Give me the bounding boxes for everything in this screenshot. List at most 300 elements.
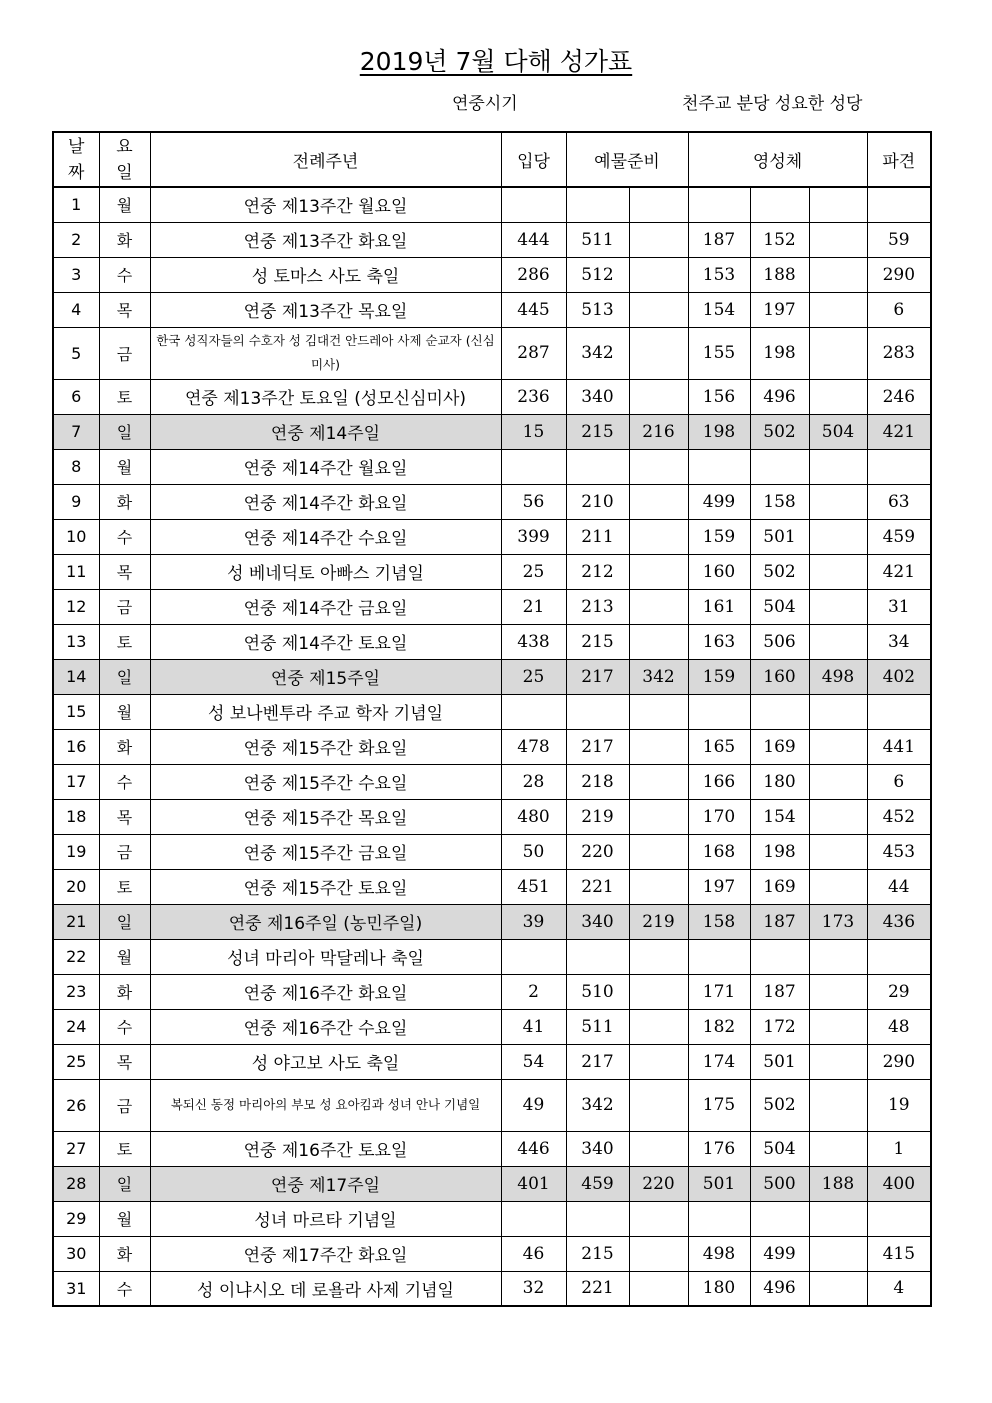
offertory-1-cell <box>566 939 629 974</box>
entrance-cell: 438 <box>501 624 566 659</box>
entrance-cell: 451 <box>501 869 566 904</box>
offertory-1-cell: 215 <box>566 624 629 659</box>
day-cell: 4 <box>53 292 99 327</box>
feast-cell: 연중 제14주간 수요일 <box>150 519 501 554</box>
offertory-1-cell: 510 <box>566 974 629 1009</box>
offertory-1-cell: 342 <box>566 327 629 379</box>
communion-2-cell: 504 <box>750 1131 809 1166</box>
communion-3-cell <box>809 729 867 764</box>
communion-1-cell: 168 <box>688 834 750 869</box>
table-row <box>53 904 931 939</box>
table-row <box>53 834 931 869</box>
offertory-2-cell <box>629 1009 688 1044</box>
communion-3-cell <box>809 1131 867 1166</box>
feast-cell: 연중 제16주간 수요일 <box>150 1009 501 1044</box>
feast-cell: 연중 제14주간 금요일 <box>150 589 501 624</box>
entrance-cell: 236 <box>501 379 566 414</box>
table-row <box>53 1131 931 1166</box>
feast-cell: 연중 제14주간 월요일 <box>150 449 501 484</box>
weekday-cell: 목 <box>99 554 150 589</box>
communion-2-cell: 496 <box>750 1271 809 1306</box>
entrance-cell <box>501 449 566 484</box>
day-cell: 12 <box>53 589 99 624</box>
communion-1-cell: 174 <box>688 1044 750 1079</box>
weekday-cell: 화 <box>99 1236 150 1271</box>
recessional-cell: 421 <box>867 414 931 449</box>
communion-2-cell: 197 <box>750 292 809 327</box>
weekday-cell: 토 <box>99 624 150 659</box>
weekday-cell: 화 <box>99 729 150 764</box>
feast-cell: 연중 제15주간 목요일 <box>150 799 501 834</box>
offertory-1-cell: 340 <box>566 379 629 414</box>
offertory-2-cell <box>629 939 688 974</box>
feast-cell: 연중 제13주간 월요일 <box>150 187 501 222</box>
communion-3-cell <box>809 222 867 257</box>
day-cell: 16 <box>53 729 99 764</box>
communion-1-cell <box>688 1201 750 1236</box>
entrance-cell: 478 <box>501 729 566 764</box>
table-row <box>53 257 931 292</box>
communion-2-cell: 198 <box>750 327 809 379</box>
entrance-cell: 50 <box>501 834 566 869</box>
communion-2-cell: 499 <box>750 1236 809 1271</box>
feast-cell: 복되신 동정 마리아의 부모 성 요아킴과 성녀 안나 기념일 <box>150 1079 501 1131</box>
communion-2-cell <box>750 449 809 484</box>
communion-3-cell: 504 <box>809 414 867 449</box>
day-cell: 2 <box>53 222 99 257</box>
entrance-cell: 32 <box>501 1271 566 1306</box>
offertory-2-cell <box>629 519 688 554</box>
entrance-cell: 25 <box>501 554 566 589</box>
feast-cell: 성 보나벤투라 주교 학자 기념일 <box>150 694 501 729</box>
feast-cell: 연중 제15주일 <box>150 659 501 694</box>
communion-1-cell <box>688 449 750 484</box>
recessional-cell <box>867 1201 931 1236</box>
recessional-cell: 459 <box>867 519 931 554</box>
communion-1-cell: 160 <box>688 554 750 589</box>
recessional-cell <box>867 187 931 222</box>
offertory-1-cell: 212 <box>566 554 629 589</box>
offertory-1-cell <box>566 694 629 729</box>
entrance-cell <box>501 187 566 222</box>
day-cell: 1 <box>53 187 99 222</box>
recessional-cell: 6 <box>867 292 931 327</box>
offertory-2-cell <box>629 292 688 327</box>
feast-cell: 성 야고보 사도 축일 <box>150 1044 501 1079</box>
header-offertory: 예물준비 <box>566 132 688 187</box>
offertory-2-cell <box>629 1236 688 1271</box>
table-row <box>53 939 931 974</box>
entrance-cell: 444 <box>501 222 566 257</box>
weekday-cell: 일 <box>99 414 150 449</box>
recessional-cell: 6 <box>867 764 931 799</box>
communion-2-cell: 501 <box>750 519 809 554</box>
offertory-1-cell: 210 <box>566 484 629 519</box>
weekday-cell: 화 <box>99 484 150 519</box>
recessional-cell: 59 <box>867 222 931 257</box>
feast-cell: 연중 제13주간 목요일 <box>150 292 501 327</box>
offertory-2-cell <box>629 624 688 659</box>
communion-2-cell: 169 <box>750 869 809 904</box>
table-row <box>53 624 931 659</box>
offertory-1-cell: 215 <box>566 414 629 449</box>
communion-2-cell: 158 <box>750 484 809 519</box>
table-row <box>53 1079 931 1131</box>
weekday-cell: 금 <box>99 589 150 624</box>
communion-3-cell <box>809 589 867 624</box>
feast-cell: 연중 제17주일 <box>150 1166 501 1201</box>
communion-2-cell: 496 <box>750 379 809 414</box>
recessional-cell: 29 <box>867 974 931 1009</box>
header-feast: 전례주년 <box>150 132 501 187</box>
entrance-cell: 2 <box>501 974 566 1009</box>
communion-3-cell <box>809 1271 867 1306</box>
entrance-cell: 15 <box>501 414 566 449</box>
day-cell: 9 <box>53 484 99 519</box>
recessional-cell: 400 <box>867 1166 931 1201</box>
offertory-2-cell <box>629 1271 688 1306</box>
weekday-cell: 금 <box>99 327 150 379</box>
offertory-2-cell: 219 <box>629 904 688 939</box>
weekday-cell: 금 <box>99 1079 150 1131</box>
communion-3-cell <box>809 187 867 222</box>
communion-3-cell <box>809 764 867 799</box>
entrance-cell: 56 <box>501 484 566 519</box>
communion-1-cell: 171 <box>688 974 750 1009</box>
table-row <box>53 1009 931 1044</box>
entrance-cell: 28 <box>501 764 566 799</box>
feast-cell: 연중 제14주간 토요일 <box>150 624 501 659</box>
offertory-2-cell <box>629 869 688 904</box>
day-cell: 21 <box>53 904 99 939</box>
communion-2-cell: 187 <box>750 974 809 1009</box>
recessional-cell: 44 <box>867 869 931 904</box>
weekday-cell: 목 <box>99 1044 150 1079</box>
communion-2-cell: 180 <box>750 764 809 799</box>
offertory-1-cell <box>566 1201 629 1236</box>
communion-1-cell: 153 <box>688 257 750 292</box>
feast-cell: 연중 제16주간 토요일 <box>150 1131 501 1166</box>
communion-1-cell: 182 <box>688 1009 750 1044</box>
communion-3-cell <box>809 449 867 484</box>
recessional-cell: 1 <box>867 1131 931 1166</box>
day-cell: 25 <box>53 1044 99 1079</box>
communion-2-cell <box>750 187 809 222</box>
recessional-cell: 290 <box>867 257 931 292</box>
communion-3-cell <box>809 869 867 904</box>
parish-name: 천주교 분당 성요한 성당 <box>682 94 863 114</box>
table-body <box>53 187 931 1306</box>
table-row <box>53 1236 931 1271</box>
offertory-1-cell: 511 <box>566 222 629 257</box>
table-row <box>53 1201 931 1236</box>
feast-cell: 연중 제15주간 화요일 <box>150 729 501 764</box>
day-cell: 18 <box>53 799 99 834</box>
table-row <box>53 187 931 222</box>
day-cell: 14 <box>53 659 99 694</box>
weekday-cell: 토 <box>99 1131 150 1166</box>
offertory-2-cell <box>629 799 688 834</box>
communion-1-cell: 159 <box>688 659 750 694</box>
communion-1-cell <box>688 694 750 729</box>
day-cell: 26 <box>53 1079 99 1131</box>
weekday-cell: 목 <box>99 292 150 327</box>
feast-cell: 성 베네딕토 아빠스 기념일 <box>150 554 501 589</box>
header-weekday: 요 일 <box>99 132 150 187</box>
offertory-1-cell: 513 <box>566 292 629 327</box>
liturgical-season: 연중시기 <box>452 94 518 114</box>
offertory-1-cell: 221 <box>566 869 629 904</box>
entrance-cell: 287 <box>501 327 566 379</box>
recessional-cell <box>867 939 931 974</box>
table-row <box>53 414 931 449</box>
feast-cell: 연중 제15주간 토요일 <box>150 869 501 904</box>
communion-1-cell: 198 <box>688 414 750 449</box>
communion-1-cell: 155 <box>688 327 750 379</box>
feast-cell: 연중 제15주간 금요일 <box>150 834 501 869</box>
communion-1-cell: 158 <box>688 904 750 939</box>
recessional-cell: 441 <box>867 729 931 764</box>
offertory-2-cell <box>629 694 688 729</box>
communion-2-cell: 504 <box>750 589 809 624</box>
day-cell: 5 <box>53 327 99 379</box>
offertory-1-cell <box>566 187 629 222</box>
communion-1-cell <box>688 939 750 974</box>
recessional-cell: 48 <box>867 1009 931 1044</box>
entrance-cell: 49 <box>501 1079 566 1131</box>
offertory-1-cell: 215 <box>566 1236 629 1271</box>
day-cell: 3 <box>53 257 99 292</box>
entrance-cell: 401 <box>501 1166 566 1201</box>
feast-cell: 성 토마스 사도 축일 <box>150 257 501 292</box>
offertory-1-cell: 217 <box>566 1044 629 1079</box>
table-row <box>53 764 931 799</box>
feast-cell: 연중 제13주간 화요일 <box>150 222 501 257</box>
entrance-cell: 41 <box>501 1009 566 1044</box>
offertory-2-cell <box>629 1079 688 1131</box>
weekday-cell: 일 <box>99 904 150 939</box>
feast-cell: 한국 성직자들의 수호자 성 김대건 안드레아 사제 순교자 (신심 미사) <box>150 327 501 379</box>
offertory-2-cell <box>629 257 688 292</box>
feast-cell: 연중 제14주일 <box>150 414 501 449</box>
communion-3-cell <box>809 1044 867 1079</box>
communion-3-cell <box>809 257 867 292</box>
offertory-2-cell: 220 <box>629 1166 688 1201</box>
table-row <box>53 222 931 257</box>
feast-cell: 연중 제15주간 수요일 <box>150 764 501 799</box>
communion-2-cell: 154 <box>750 799 809 834</box>
communion-2-cell: 169 <box>750 729 809 764</box>
recessional-cell: 283 <box>867 327 931 379</box>
hymn-table <box>52 131 932 1307</box>
weekday-cell: 수 <box>99 1271 150 1306</box>
feast-cell: 연중 제17주간 화요일 <box>150 1236 501 1271</box>
offertory-1-cell: 211 <box>566 519 629 554</box>
offertory-2-cell <box>629 449 688 484</box>
communion-3-cell: 173 <box>809 904 867 939</box>
table-row <box>53 484 931 519</box>
offertory-1-cell: 221 <box>566 1271 629 1306</box>
weekday-cell: 수 <box>99 764 150 799</box>
offertory-2-cell <box>629 379 688 414</box>
day-cell: 8 <box>53 449 99 484</box>
communion-2-cell <box>750 694 809 729</box>
communion-3-cell: 498 <box>809 659 867 694</box>
communion-3-cell <box>809 939 867 974</box>
table-row <box>53 694 931 729</box>
weekday-cell: 수 <box>99 519 150 554</box>
communion-2-cell: 172 <box>750 1009 809 1044</box>
communion-1-cell: 176 <box>688 1131 750 1166</box>
offertory-2-cell <box>629 729 688 764</box>
offertory-1-cell: 213 <box>566 589 629 624</box>
communion-3-cell <box>809 694 867 729</box>
communion-1-cell: 170 <box>688 799 750 834</box>
offertory-2-cell <box>629 589 688 624</box>
day-cell: 30 <box>53 1236 99 1271</box>
recessional-cell: 4 <box>867 1271 931 1306</box>
communion-1-cell: 156 <box>688 379 750 414</box>
offertory-2-cell <box>629 484 688 519</box>
communion-3-cell <box>809 1009 867 1044</box>
communion-3-cell <box>809 1236 867 1271</box>
feast-cell: 연중 제13주간 토요일 (성모신심미사) <box>150 379 501 414</box>
table-row <box>53 379 931 414</box>
communion-1-cell: 197 <box>688 869 750 904</box>
communion-3-cell <box>809 379 867 414</box>
communion-1-cell: 498 <box>688 1236 750 1271</box>
entrance-cell: 399 <box>501 519 566 554</box>
entrance-cell: 46 <box>501 1236 566 1271</box>
entrance-cell: 445 <box>501 292 566 327</box>
offertory-1-cell: 459 <box>566 1166 629 1201</box>
communion-2-cell: 502 <box>750 554 809 589</box>
entrance-cell: 39 <box>501 904 566 939</box>
recessional-cell <box>867 449 931 484</box>
table-row <box>53 1271 931 1306</box>
recessional-cell: 31 <box>867 589 931 624</box>
offertory-2-cell <box>629 764 688 799</box>
communion-3-cell <box>809 834 867 869</box>
table-row <box>53 589 931 624</box>
day-cell: 27 <box>53 1131 99 1166</box>
offertory-1-cell: 218 <box>566 764 629 799</box>
offertory-2-cell <box>629 974 688 1009</box>
offertory-1-cell: 512 <box>566 257 629 292</box>
table-row <box>53 292 931 327</box>
communion-2-cell: 502 <box>750 1079 809 1131</box>
communion-1-cell: 165 <box>688 729 750 764</box>
offertory-1-cell: 342 <box>566 1079 629 1131</box>
offertory-1-cell: 340 <box>566 904 629 939</box>
communion-2-cell: 152 <box>750 222 809 257</box>
communion-2-cell: 198 <box>750 834 809 869</box>
feast-cell: 성녀 마리아 막달레나 축일 <box>150 939 501 974</box>
weekday-cell: 토 <box>99 869 150 904</box>
entrance-cell: 480 <box>501 799 566 834</box>
communion-2-cell: 500 <box>750 1166 809 1201</box>
table-row <box>53 729 931 764</box>
communion-3-cell <box>809 519 867 554</box>
feast-cell: 성 이냐시오 데 로욜라 사제 기념일 <box>150 1271 501 1306</box>
communion-1-cell: 159 <box>688 519 750 554</box>
communion-1-cell: 161 <box>688 589 750 624</box>
offertory-2-cell <box>629 1044 688 1079</box>
table-row <box>53 1044 931 1079</box>
weekday-cell: 월 <box>99 187 150 222</box>
page-title: 2019년 7월 다해 성가표 <box>359 47 633 76</box>
communion-1-cell: 166 <box>688 764 750 799</box>
communion-2-cell: 501 <box>750 1044 809 1079</box>
weekday-cell: 일 <box>99 1166 150 1201</box>
communion-2-cell: 506 <box>750 624 809 659</box>
communion-3-cell <box>809 292 867 327</box>
offertory-2-cell: 342 <box>629 659 688 694</box>
day-cell: 31 <box>53 1271 99 1306</box>
communion-1-cell: 187 <box>688 222 750 257</box>
table-row <box>53 1166 931 1201</box>
communion-3-cell: 188 <box>809 1166 867 1201</box>
day-cell: 29 <box>53 1201 99 1236</box>
table-row <box>53 327 931 379</box>
communion-3-cell <box>809 484 867 519</box>
feast-cell: 연중 제16주일 (농민주일) <box>150 904 501 939</box>
offertory-2-cell <box>629 554 688 589</box>
communion-3-cell <box>809 1201 867 1236</box>
table-row <box>53 659 931 694</box>
weekday-cell: 월 <box>99 694 150 729</box>
day-cell: 28 <box>53 1166 99 1201</box>
weekday-cell: 월 <box>99 449 150 484</box>
entrance-cell: 21 <box>501 589 566 624</box>
table-row <box>53 974 931 1009</box>
offertory-1-cell: 511 <box>566 1009 629 1044</box>
communion-3-cell <box>809 327 867 379</box>
offertory-1-cell: 340 <box>566 1131 629 1166</box>
communion-2-cell <box>750 939 809 974</box>
offertory-1-cell: 217 <box>566 659 629 694</box>
recessional-cell: 436 <box>867 904 931 939</box>
recessional-cell <box>867 694 931 729</box>
communion-3-cell <box>809 554 867 589</box>
offertory-2-cell <box>629 834 688 869</box>
table-row <box>53 869 931 904</box>
offertory-2-cell <box>629 1201 688 1236</box>
day-cell: 7 <box>53 414 99 449</box>
recessional-cell: 290 <box>867 1044 931 1079</box>
weekday-cell: 일 <box>99 659 150 694</box>
recessional-cell: 34 <box>867 624 931 659</box>
entrance-cell <box>501 694 566 729</box>
weekday-cell: 월 <box>99 1201 150 1236</box>
offertory-2-cell: 216 <box>629 414 688 449</box>
communion-3-cell <box>809 1079 867 1131</box>
day-cell: 11 <box>53 554 99 589</box>
communion-3-cell <box>809 624 867 659</box>
feast-cell: 연중 제16주간 화요일 <box>150 974 501 1009</box>
recessional-cell: 421 <box>867 554 931 589</box>
entrance-cell <box>501 939 566 974</box>
offertory-2-cell <box>629 222 688 257</box>
communion-1-cell: 175 <box>688 1079 750 1131</box>
entrance-cell: 25 <box>501 659 566 694</box>
entrance-cell <box>501 1201 566 1236</box>
day-cell: 13 <box>53 624 99 659</box>
communion-2-cell: 502 <box>750 414 809 449</box>
communion-1-cell: 163 <box>688 624 750 659</box>
feast-cell: 성녀 마르타 기념일 <box>150 1201 501 1236</box>
day-cell: 23 <box>53 974 99 1009</box>
